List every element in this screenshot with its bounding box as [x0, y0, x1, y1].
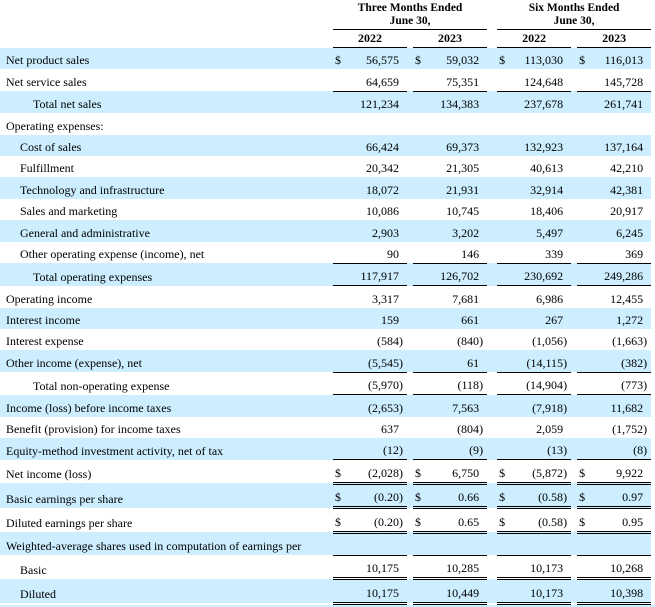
column-gap	[487, 69, 497, 91]
currency-cell	[577, 113, 591, 134]
currency-cell	[577, 308, 591, 329]
currency-cell	[333, 135, 347, 156]
currency-cell	[413, 308, 427, 329]
value-cell: 126,702	[427, 263, 487, 285]
value-cell: 21,931	[446, 182, 480, 197]
currency-cell	[577, 372, 591, 394]
table-row	[0, 177, 651, 198]
value-cell: 0.65	[427, 508, 487, 532]
row-label: Total net sales	[33, 97, 102, 112]
value-cell: 637	[381, 422, 399, 437]
currency-cell	[333, 286, 347, 308]
row-label: Interest expense	[6, 334, 84, 349]
currency-cell	[413, 91, 427, 113]
currency-cell	[333, 350, 347, 372]
currency-cell	[577, 438, 591, 460]
value-cell: (5,872)	[511, 460, 571, 483]
value-cell: 66,424	[366, 139, 399, 154]
currency-cell	[497, 417, 511, 438]
value-cell: 10,268	[591, 555, 651, 578]
value-cell	[591, 113, 651, 134]
label-column-header	[0, 0, 333, 30]
value-cell: (1,056)	[532, 334, 568, 349]
currency-cell	[333, 263, 347, 285]
value-cell: (7,918)	[532, 400, 568, 415]
table-row	[0, 242, 651, 264]
value-cell: (13)	[511, 438, 571, 460]
currency-cell	[333, 69, 347, 91]
value-cell: (382)	[591, 350, 651, 372]
value-cell	[511, 113, 571, 134]
row-label: Operating expenses:	[6, 118, 104, 133]
value-cell: 7,563	[452, 400, 480, 415]
row-label: General and administrative	[20, 225, 150, 240]
value-cell: 10,173	[511, 579, 571, 603]
currency-cell	[497, 350, 511, 372]
currency-cell: $	[413, 483, 427, 507]
value-cell: (12)	[347, 438, 407, 460]
currency-cell	[497, 242, 511, 264]
period-header-three-months	[333, 0, 487, 30]
currency-cell: $	[497, 460, 511, 483]
value-cell: 339	[511, 242, 571, 264]
value-cell: 1,272	[616, 313, 644, 328]
value-cell: 145,728	[591, 69, 651, 91]
value-cell: 64,659	[347, 69, 407, 91]
table-row	[0, 48, 651, 70]
period-header-six-months	[497, 0, 651, 30]
period-header-row	[0, 0, 651, 30]
column-gap	[487, 113, 497, 134]
value-cell: (2,653)	[368, 400, 403, 415]
currency-cell	[577, 91, 591, 113]
currency-cell	[333, 113, 347, 134]
year-header: 2022	[497, 30, 571, 48]
row-label: Operating income	[6, 291, 93, 306]
column-gap	[487, 242, 497, 264]
row-label: Benefit (provision) for income taxes	[6, 422, 181, 437]
currency-cell	[413, 199, 427, 220]
currency-cell	[497, 177, 511, 198]
column-gap	[487, 308, 497, 329]
table-row	[0, 438, 651, 460]
currency-cell: $	[415, 53, 421, 68]
value-cell: 261,741	[604, 97, 644, 112]
currency-cell: $	[335, 53, 341, 68]
table-row	[0, 555, 651, 578]
table-row	[0, 91, 651, 113]
period-label-line1: Three Months Ended	[357, 2, 463, 14]
currency-cell	[497, 199, 511, 220]
currency-cell	[413, 69, 427, 91]
column-gap	[487, 532, 497, 555]
row-label: Total non-operating expense	[33, 378, 170, 393]
value-cell: 11,682	[610, 400, 644, 415]
value-cell: 9,922	[591, 460, 651, 483]
table-row	[0, 156, 651, 177]
currency-cell: $	[577, 460, 591, 483]
row-label: Weighted-average shares used in computation of earnings per	[6, 539, 302, 554]
value-cell: 32,914	[530, 182, 564, 197]
column-gap	[487, 48, 497, 70]
row-label: Equity-method investment activity, net of tax	[6, 443, 224, 458]
value-cell: 132,923	[524, 139, 564, 154]
value-cell: 7,681	[452, 291, 480, 306]
currency-cell	[333, 555, 347, 578]
row-label: Net product sales	[6, 53, 90, 68]
currency-cell	[577, 395, 591, 417]
row-label: Net income (loss)	[6, 467, 92, 482]
currency-cell	[577, 177, 591, 198]
row-label: Technology and infrastructure	[20, 182, 165, 197]
value-cell: 69,373	[446, 139, 480, 154]
value-cell: 0.97	[591, 483, 651, 507]
currency-cell	[413, 286, 427, 308]
column-gap	[487, 508, 497, 532]
currency-cell	[497, 263, 511, 285]
table-row	[0, 460, 651, 483]
row-label: Other operating expense (income), net	[20, 247, 205, 262]
value-cell: 56,575	[366, 53, 399, 68]
column-gap	[487, 579, 497, 603]
value-cell: (804)	[457, 422, 484, 437]
column-gap	[487, 199, 497, 220]
currency-cell	[497, 69, 511, 91]
currency-cell: $	[333, 460, 347, 483]
value-cell: 10,173	[511, 555, 571, 578]
column-gap	[487, 417, 497, 438]
currency-cell: $	[333, 483, 347, 507]
value-cell: 12,455	[610, 291, 644, 306]
currency-cell: $	[577, 483, 591, 507]
value-cell: 230,692	[511, 263, 571, 285]
currency-cell	[577, 242, 591, 264]
currency-cell	[333, 579, 347, 603]
column-gap	[487, 0, 497, 30]
value-cell: 75,351	[427, 69, 487, 91]
currency-cell	[577, 286, 591, 308]
currency-cell	[413, 417, 427, 438]
table-row	[0, 508, 651, 532]
currency-cell	[497, 135, 511, 156]
currency-cell	[577, 263, 591, 285]
value-cell: (2,028)	[347, 460, 407, 483]
currency-cell	[497, 438, 511, 460]
currency-cell	[413, 135, 427, 156]
table-row	[0, 329, 651, 350]
value-cell: 90	[347, 242, 407, 264]
currency-cell	[577, 135, 591, 156]
row-label: Diluted	[20, 587, 56, 602]
value-cell: 117,917	[347, 263, 407, 285]
value-cell: 159	[381, 313, 399, 328]
currency-cell	[333, 372, 347, 394]
column-gap	[487, 329, 497, 350]
next-row-sliver	[0, 605, 655, 607]
column-gap	[487, 156, 497, 177]
row-label: Basic	[20, 562, 47, 577]
year-header-row	[0, 30, 651, 48]
table-row	[0, 579, 651, 603]
currency-cell: $	[413, 508, 427, 532]
value-cell: 146	[427, 242, 487, 264]
currency-cell: $	[579, 53, 586, 68]
currency-cell	[333, 156, 347, 177]
currency-cell	[413, 177, 427, 198]
row-label: Cost of sales	[20, 139, 82, 154]
value-cell: 6,750	[427, 460, 487, 483]
value-cell: 10,285	[427, 555, 487, 578]
value-cell	[591, 532, 651, 555]
currency-cell	[497, 329, 511, 350]
value-cell: 137,164	[604, 139, 644, 154]
column-gap	[487, 555, 497, 578]
currency-cell	[497, 113, 511, 134]
value-cell: 10,398	[591, 579, 651, 603]
value-cell: 661	[461, 313, 480, 328]
currency-cell	[577, 199, 591, 220]
label-column-header	[0, 30, 333, 48]
currency-cell	[413, 395, 427, 417]
currency-cell: $	[499, 53, 506, 68]
table-row	[0, 417, 651, 438]
value-cell: (0.58)	[511, 483, 571, 507]
value-cell: 42,210	[610, 161, 644, 176]
value-cell: 369	[591, 242, 651, 264]
row-label: Diluted earnings per share	[6, 516, 133, 531]
currency-cell	[413, 242, 427, 264]
currency-cell: $	[333, 508, 347, 532]
currency-cell	[413, 263, 427, 285]
currency-cell	[497, 372, 511, 394]
currency-cell	[333, 91, 347, 113]
column-gap	[487, 395, 497, 417]
value-cell: (773)	[591, 372, 651, 394]
value-cell	[347, 113, 407, 134]
value-cell: 59,032	[446, 53, 480, 68]
value-cell: 10,745	[446, 204, 480, 219]
column-gap	[487, 263, 497, 285]
column-gap	[487, 483, 497, 507]
column-gap	[487, 350, 497, 372]
value-cell: (1,752)	[612, 422, 648, 437]
table-row	[0, 350, 651, 372]
currency-cell	[413, 579, 427, 603]
period-label-line2: June 30,	[553, 14, 595, 27]
currency-cell	[497, 579, 511, 603]
column-gap	[487, 220, 497, 241]
currency-cell	[497, 156, 511, 177]
value-cell: (5,970)	[347, 372, 407, 394]
currency-cell	[333, 438, 347, 460]
column-gap	[487, 177, 497, 198]
currency-cell	[333, 417, 347, 438]
currency-cell	[577, 532, 591, 555]
year-header: 2022	[333, 30, 407, 48]
row-label: Interest income	[6, 313, 81, 328]
table-row	[0, 372, 651, 394]
currency-cell	[333, 177, 347, 198]
column-gap	[487, 438, 497, 460]
currency-cell	[577, 555, 591, 578]
table-row	[0, 286, 651, 308]
currency-cell	[497, 220, 511, 241]
value-cell: 18,406	[530, 204, 564, 219]
year-header: 2023	[577, 30, 651, 48]
row-label: Net service sales	[6, 75, 87, 90]
row-label: Other income (expense), net	[6, 356, 142, 371]
value-cell: (584)	[377, 334, 403, 349]
currency-cell	[497, 555, 511, 578]
value-cell: 249,286	[591, 263, 651, 285]
table-row	[0, 220, 651, 241]
currency-cell	[413, 156, 427, 177]
row-label: Total operating expenses	[33, 269, 153, 284]
value-cell: 121,234	[360, 97, 399, 112]
value-cell: 42,381	[610, 182, 644, 197]
row-label: Basic earnings per share	[6, 491, 123, 506]
table-row	[0, 69, 651, 91]
value-cell: 124,648	[511, 69, 571, 91]
value-cell: 61	[427, 350, 487, 372]
value-cell	[427, 532, 487, 555]
value-cell: (9)	[427, 438, 487, 460]
table-row	[0, 199, 651, 220]
currency-cell	[577, 417, 591, 438]
column-gap	[487, 135, 497, 156]
table-header	[0, 0, 651, 48]
value-cell: 3,317	[372, 291, 399, 306]
table-row	[0, 483, 651, 507]
value-cell: 10,175	[347, 579, 407, 603]
value-cell: 10,086	[366, 204, 399, 219]
currency-cell	[497, 532, 511, 555]
row-label: Sales and marketing	[20, 204, 118, 219]
currency-cell	[333, 329, 347, 350]
currency-cell	[497, 308, 511, 329]
currency-cell	[413, 329, 427, 350]
currency-cell	[333, 308, 347, 329]
currency-cell	[413, 555, 427, 578]
value-cell: 0.66	[427, 483, 487, 507]
value-cell: (1,663)	[612, 334, 648, 349]
value-cell: 6,986	[536, 291, 564, 306]
value-cell: 20,342	[366, 161, 399, 176]
value-cell: 267	[545, 313, 564, 328]
currency-cell	[413, 113, 427, 134]
currency-cell	[333, 199, 347, 220]
table-body	[0, 48, 651, 604]
value-cell: (118)	[427, 372, 487, 394]
currency-cell	[497, 286, 511, 308]
value-cell: (5,545)	[347, 350, 407, 372]
period-label-line2: June 30,	[389, 14, 431, 27]
value-cell: 2,059	[536, 422, 564, 437]
currency-cell	[413, 372, 427, 394]
value-cell: 6,245	[616, 225, 644, 240]
currency-cell	[333, 532, 347, 555]
currency-cell	[577, 329, 591, 350]
currency-cell	[577, 350, 591, 372]
column-gap	[487, 91, 497, 113]
currency-cell	[333, 242, 347, 264]
row-label: Income (loss) before income taxes	[6, 400, 172, 415]
value-cell: (14,904)	[511, 372, 571, 394]
value-cell: 237,678	[524, 97, 564, 112]
currency-cell	[333, 395, 347, 417]
value-cell: (14,115)	[511, 350, 571, 372]
value-cell	[347, 532, 407, 555]
value-cell: 18,072	[366, 182, 399, 197]
currency-cell	[413, 532, 427, 555]
column-gap	[487, 30, 497, 48]
table-row	[0, 308, 651, 329]
column-gap	[487, 372, 497, 394]
currency-cell	[413, 220, 427, 241]
value-cell: (8)	[591, 438, 651, 460]
table-row	[0, 135, 651, 156]
value-cell: 10,175	[347, 555, 407, 578]
value-cell: 40,613	[530, 161, 564, 176]
value-cell: (0.20)	[347, 483, 407, 507]
value-cell: 116,013	[604, 53, 644, 68]
value-cell: (0.58)	[511, 508, 571, 532]
value-cell: 0.95	[591, 508, 651, 532]
table-row	[0, 532, 651, 555]
table-row	[0, 263, 651, 285]
currency-cell	[413, 438, 427, 460]
period-label-line1: Six Months Ended	[528, 2, 620, 14]
currency-cell	[413, 350, 427, 372]
value-cell: 3,202	[452, 225, 480, 240]
value-cell: 10,449	[427, 579, 487, 603]
value-cell: 134,383	[440, 97, 480, 112]
value-cell	[511, 532, 571, 555]
value-cell: (840)	[457, 334, 484, 349]
currency-cell	[577, 579, 591, 603]
currency-cell	[497, 395, 511, 417]
currency-cell	[577, 69, 591, 91]
value-cell	[427, 113, 487, 134]
currency-cell	[577, 156, 591, 177]
value-cell: (0.20)	[347, 508, 407, 532]
currency-cell: $	[497, 483, 511, 507]
value-cell: 2,903	[372, 225, 399, 240]
value-cell: 113,030	[524, 53, 564, 68]
value-cell: 20,917	[610, 204, 644, 219]
currency-cell: $	[577, 508, 591, 532]
value-cell: 5,497	[536, 225, 564, 240]
currency-cell	[497, 91, 511, 113]
column-gap	[487, 286, 497, 308]
year-header: 2023	[413, 30, 487, 48]
row-label: Fulfillment	[20, 161, 74, 176]
value-cell: 21,305	[446, 161, 480, 176]
currency-cell	[577, 220, 591, 241]
currency-cell: $	[413, 460, 427, 483]
table-row	[0, 395, 651, 417]
column-gap	[487, 460, 497, 483]
currency-cell: $	[497, 508, 511, 532]
currency-cell	[333, 220, 347, 241]
table-row	[0, 113, 651, 134]
